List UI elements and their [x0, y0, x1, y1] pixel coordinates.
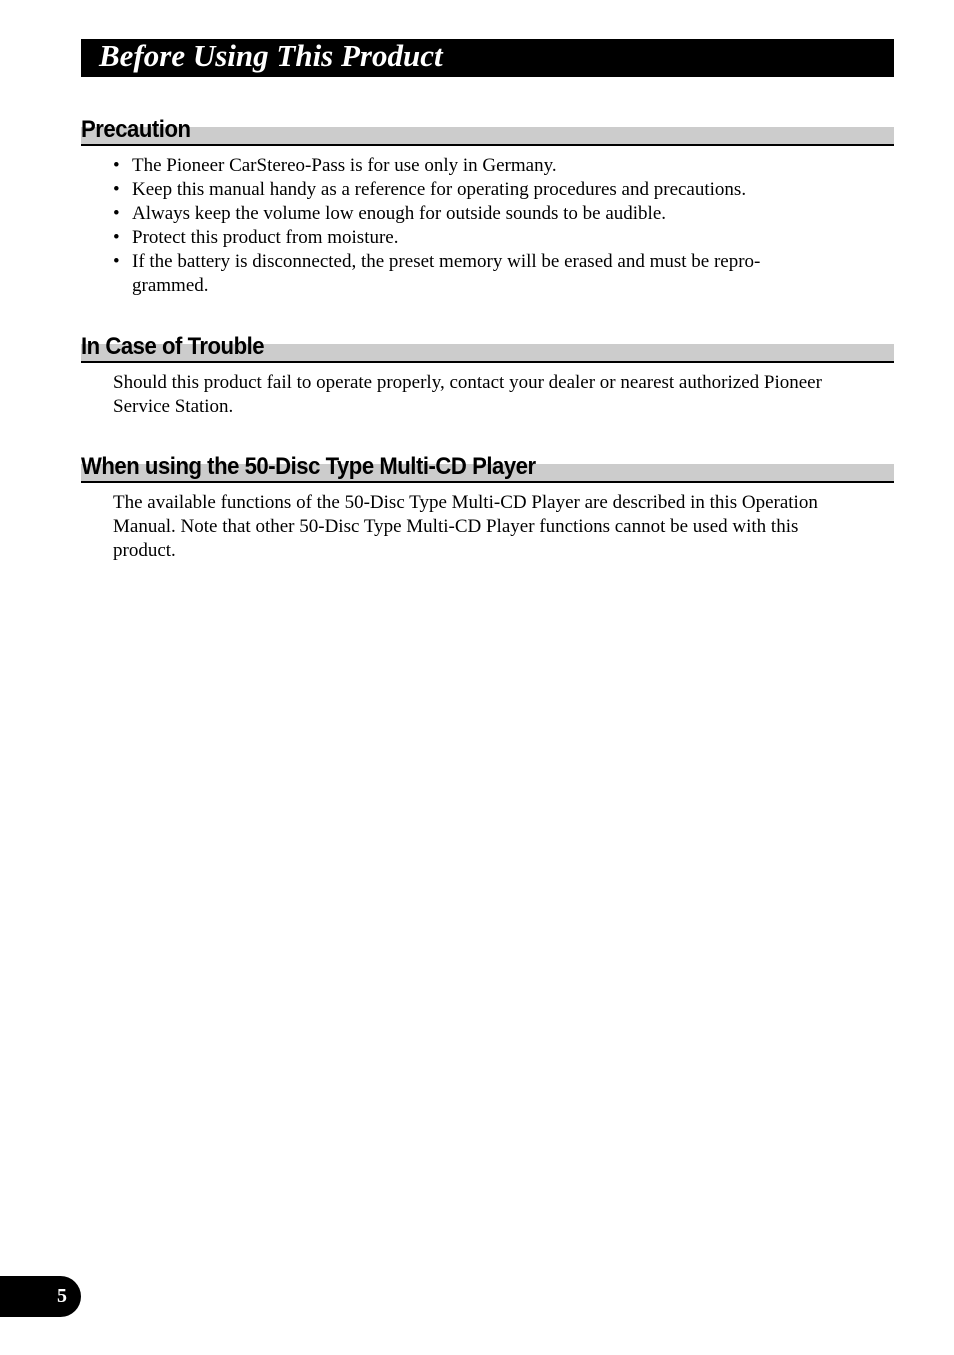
list-item	[81, 202, 894, 226]
section-title-multi-cd: When using the 50-Disc Type Multi-CD Player	[81, 453, 536, 480]
list-item	[81, 178, 894, 202]
bullet-icon: •	[113, 203, 120, 224]
list-item	[81, 250, 894, 298]
section-precaution	[81, 114, 894, 298]
page-number-tab	[0, 1276, 81, 1317]
heading-bar	[81, 127, 894, 146]
page-number: 5	[57, 1285, 67, 1307]
list-item-text: If the battery is disconnected, the preset memory will be erased and must be repro-grammed.	[132, 251, 761, 296]
bullet-icon: •	[113, 251, 120, 272]
section-heading	[81, 451, 894, 483]
bullet-icon: •	[113, 179, 120, 200]
section-title-trouble: In Case of Trouble	[81, 333, 265, 360]
list-item-text: Protect this product from moisture.	[132, 227, 399, 248]
section-multi-cd-player	[81, 451, 894, 563]
section-in-case-of-trouble	[81, 331, 894, 419]
list-item-text: The Pioneer CarStereo-Pass is for use only in Germany.	[132, 155, 557, 176]
list-item-text: Keep this manual handy as a reference for operating procedures and precautions.	[132, 179, 747, 200]
precaution-list	[81, 154, 894, 298]
page-title-bar	[81, 39, 894, 77]
multi-cd-paragraph: The available functions of the 50-Disc Type Multi-CD Player are described in this Operation Manual. Note that other 50-Disc Type Multi-CD Player functions cannot be used with this product.	[113, 492, 818, 561]
page-title: Before Using This Product	[99, 38, 443, 73]
trouble-paragraph: Should this product fail to operate properly, contact your dealer or nearest authorized Pioneer Service Station.	[113, 372, 822, 417]
list-item	[81, 226, 894, 250]
section-heading	[81, 114, 894, 146]
section-heading	[81, 331, 894, 363]
list-item	[81, 154, 894, 178]
list-item-text: Always keep the volume low enough for outside sounds to be audible.	[132, 203, 667, 224]
section-title-precaution: Precaution	[81, 116, 191, 143]
bullet-icon: •	[113, 227, 120, 248]
bullet-icon: •	[113, 155, 120, 176]
